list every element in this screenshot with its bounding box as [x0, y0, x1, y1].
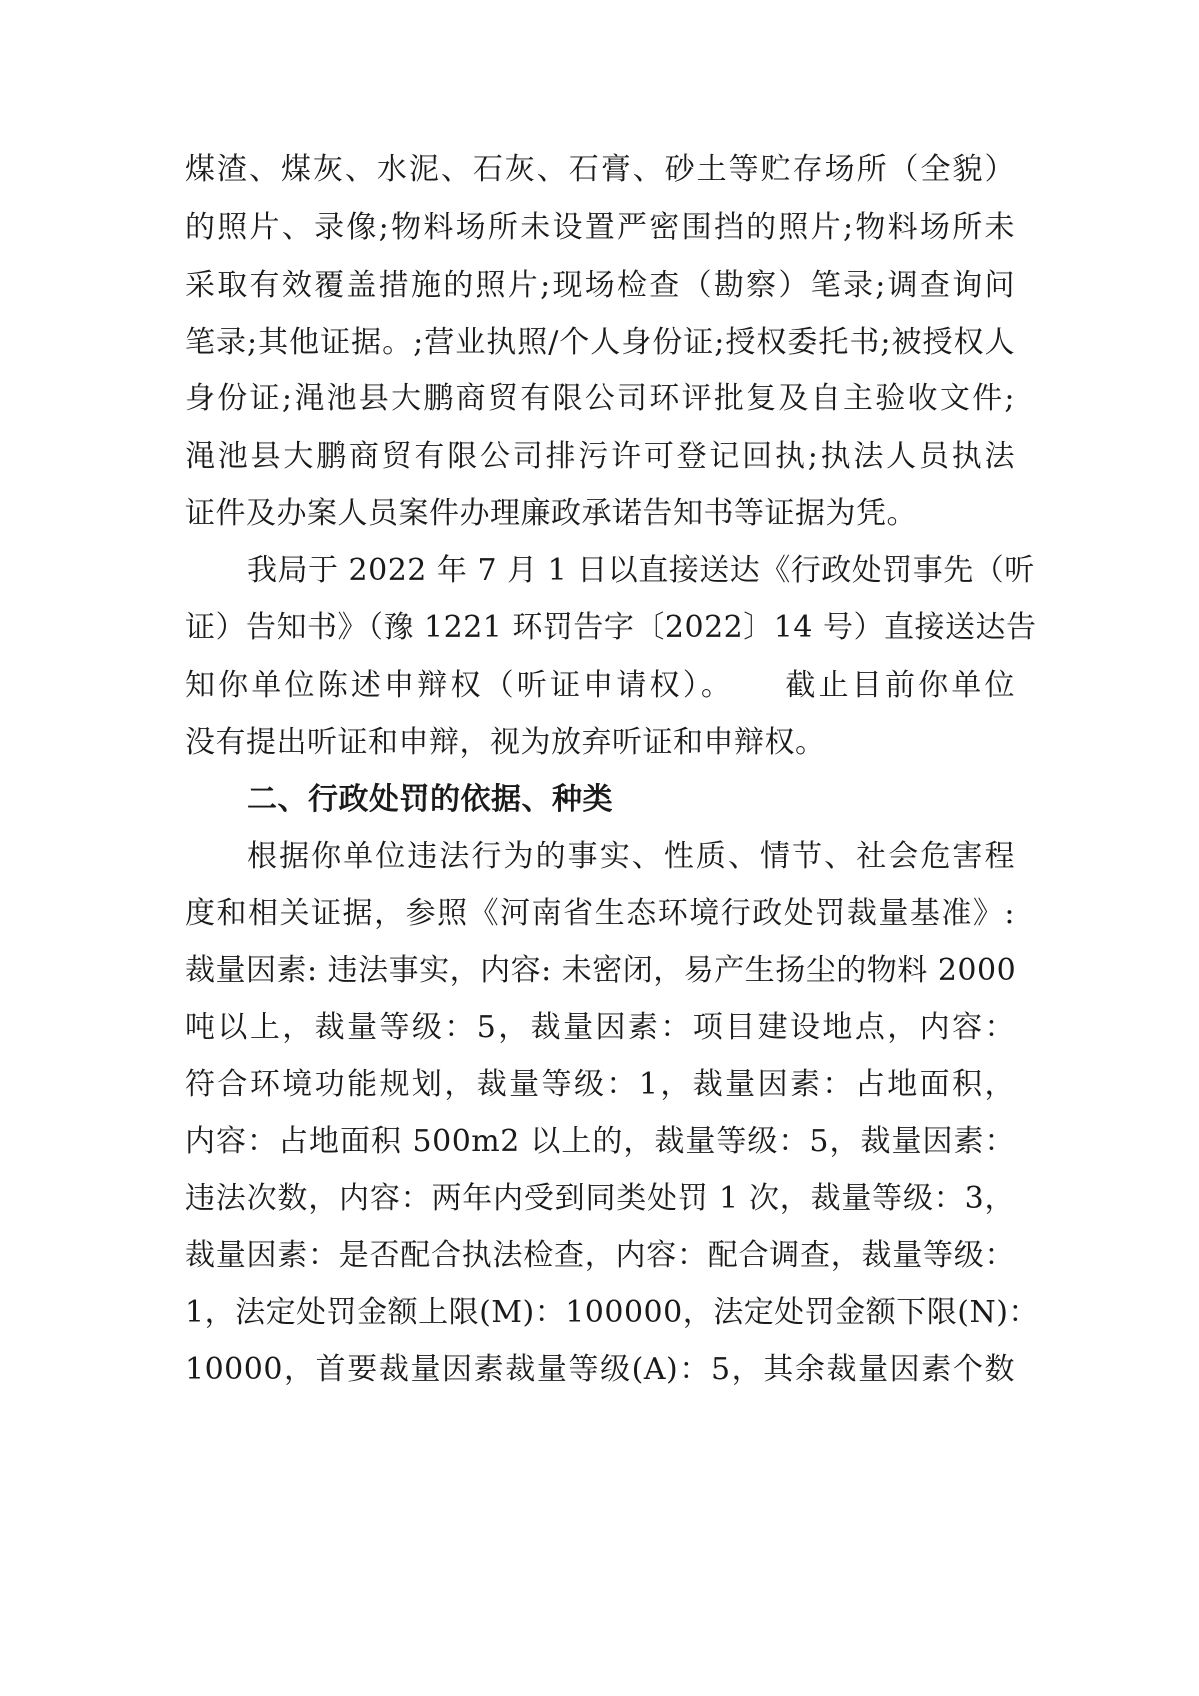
paragraph-line: 渑池县大鹏商贸有限公司排污许可登记回执;执法人员执法 [185, 439, 1015, 474]
paragraph-line: 知你单位陈述申辩权（听证申请权）。 截止目前你单位 [185, 668, 1015, 703]
paragraph-line: 证件及办案人员案件办理廉政承诺告知书等证据为凭。 [185, 496, 917, 531]
paragraph-line: 根据你单位违法行为的事实、性质、情节、社会危害程 [247, 839, 1015, 874]
paragraph-line: 身份证;渑池县大鹏商贸有限公司环评批复及自主验收文件; [185, 381, 1015, 416]
paragraph-line: 证）告知书》（豫 1221 环罚告字〔2022〕14 号）直接送达告 [185, 610, 1037, 645]
paragraph-line: 裁量因素: 违法事实，内容: 未密闭，易产生扬尘的物料 2000 [185, 953, 1017, 988]
paragraph-line: 煤渣、煤灰、水泥、石灰、石膏、砂土等贮存场所（全貌） [185, 152, 1015, 187]
paragraph-line: 内容：占地面积 500m2 以上的，裁量等级：5，裁量因素： [185, 1124, 1015, 1159]
paragraph-line: 10000，首要裁量因素裁量等级(A)：5，其余裁量因素个数 [185, 1352, 1015, 1387]
paragraph-line: 违法次数，内容：两年内受到同类处罚 1 次，裁量等级：3， [185, 1181, 1015, 1216]
paragraph-line: 采取有效覆盖措施的照片;现场检查（勘察）笔录;调查询问 [185, 268, 1015, 303]
paragraph-line: 符合环境功能规划，裁量等级：1，裁量因素：占地面积， [185, 1067, 1015, 1102]
paragraph-line: 的照片、录像;物料场所未设置严密围挡的照片;物料场所未 [185, 210, 1015, 245]
paragraph-line: 笔录;其他证据。;营业执照/个人身份证;授权委托书;被授权人 [185, 325, 1015, 360]
paragraph-line: 裁量因素：是否配合执法检查，内容：配合调查，裁量等级： [185, 1238, 1015, 1273]
paragraph-line: 吨以上，裁量等级：5，裁量因素：项目建设地点，内容： [185, 1010, 1015, 1045]
paragraph-line: 1，法定处罚金额上限(M)：100000，法定处罚金额下限(N)： [185, 1295, 1039, 1330]
paragraph-line: 度和相关证据，参照《河南省生态环境行政处罚裁量基准》: [185, 896, 1015, 931]
paragraph-line: 没有提出听证和申辩，视为放弃听证和申辩权。 [185, 725, 826, 760]
paragraph-line: 我局于 2022 年 7 月 1 日以直接送达《行政处罚事先（听 [247, 553, 1035, 588]
section-heading: 二、行政处罚的依据、种类 [247, 782, 613, 817]
